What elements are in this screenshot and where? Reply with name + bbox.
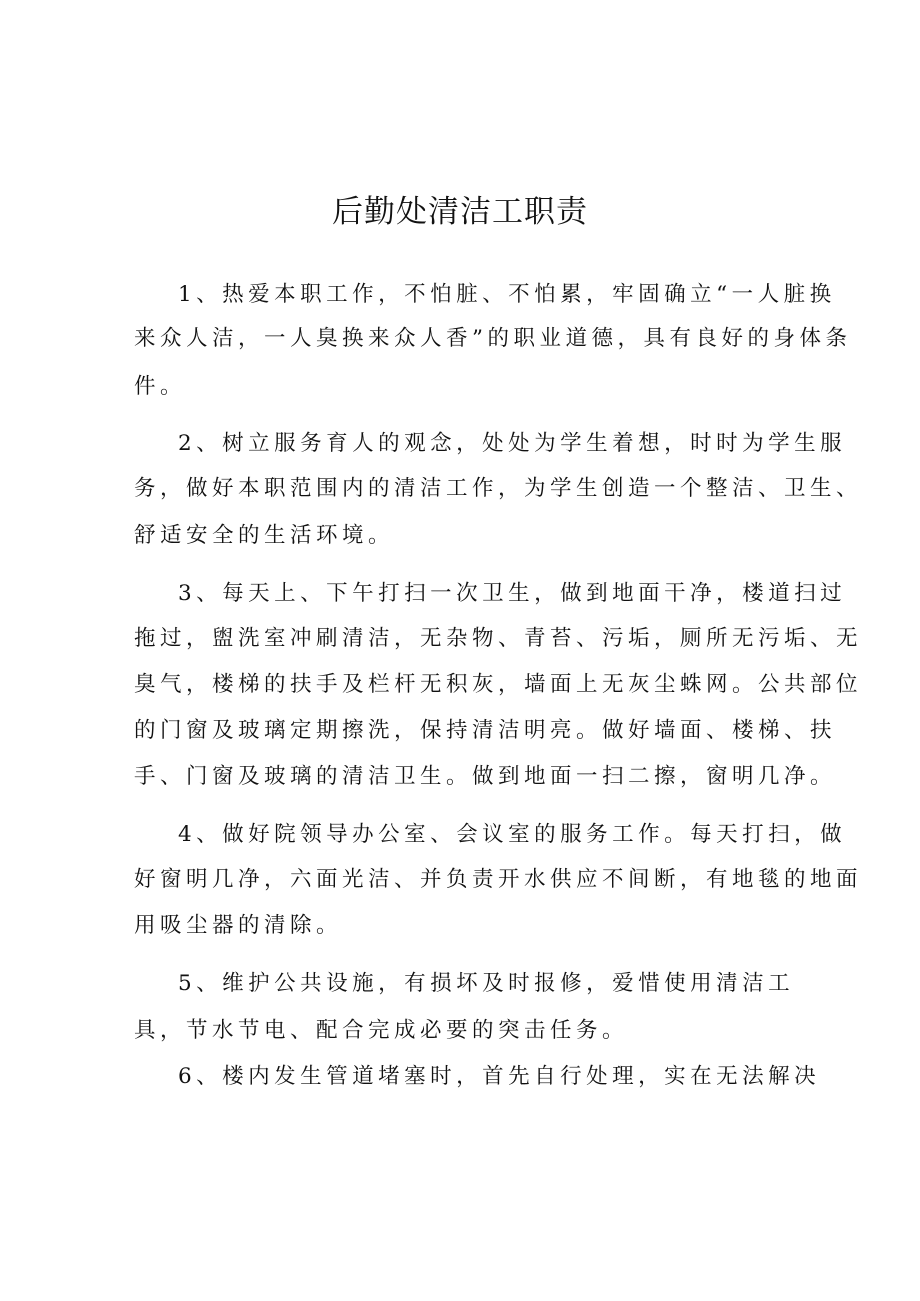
paragraph-1-line-2: 来众人洁，一人臭换来众人香”的职业道德，具有良好的身体条: [134, 326, 852, 351]
paragraph-1-line-3: 件。: [134, 374, 187, 399]
paragraph-3-line-3: 臭气，楼梯的扶手及栏杆无积灰，墙面上无灰尘蛛网。公共部位: [134, 672, 863, 697]
paragraph-1-line-1: 1、热爱本职工作，不怕脏、不怕累，牢固确立“一人脏换: [178, 282, 836, 307]
paragraph-2-line-2: 务，做好本职范围内的清洁工作，为学生创造一个整洁、卫生、: [134, 476, 863, 501]
paragraph-3-line-2: 拖过，盥洗室冲刷清洁，无杂物、青苔、污垢，厕所无污垢、无: [134, 626, 863, 651]
paragraph-4-line-3: 用吸尘器的清除。: [134, 913, 343, 938]
paragraph-4-line-2: 好窗明几净，六面光洁、并负责开水供应不间断，有地毯的地面: [134, 867, 863, 892]
paragraph-5-line-1: 5、维护公共设施，有损坏及时报修，爱惜使用清洁工: [178, 971, 795, 996]
paragraph-2-line-1: 2、树立服务育人的观念，处处为学生着想，时时为学生服: [178, 431, 847, 456]
paragraph-3-line-1: 3、每天上、下午打扫一次卫生，做到地面干净，楼道扫过: [178, 581, 847, 606]
paragraph-5-line-2: 具，节水节电、配合完成必要的突击任务。: [134, 1018, 629, 1043]
paragraph-4-line-1: 4、做好院领导办公室、会议室的服务工作。每天打扫，做: [178, 822, 847, 847]
paragraph-6-line-1: 6、楼内发生管道堵塞时，首先自行处理，实在无法解决: [178, 1064, 821, 1089]
paragraph-3-line-5: 手、门窗及玻璃的清洁卫生。做到地面一扫二擦，窗明几净。: [134, 764, 837, 789]
paragraph-3-line-4: 的门窗及玻璃定期擦洗，保持清洁明亮。做好墙面、楼梯、扶: [134, 718, 837, 743]
paragraph-2-line-3: 舒适安全的生活环境。: [134, 523, 395, 548]
page-title: 后勤处清洁工职责: [332, 194, 588, 230]
